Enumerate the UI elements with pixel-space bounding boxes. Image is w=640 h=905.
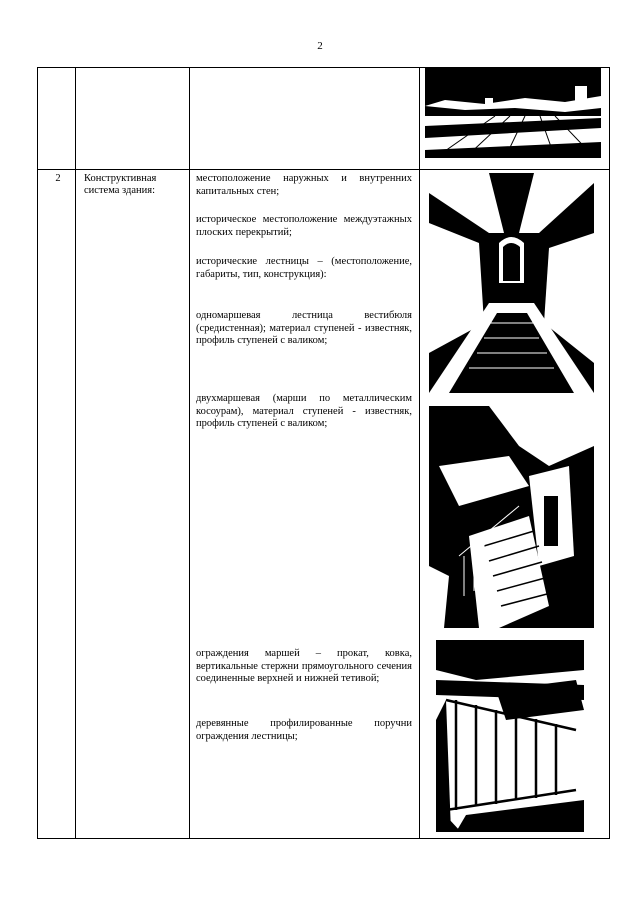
hall-interior-photo — [425, 68, 601, 158]
row-title: Конструктивная система здания: — [84, 173, 157, 196]
stair-railing-photo — [436, 640, 584, 832]
paragraph-floors: историческое местоположение междуэтажных плоских перекрытий; — [196, 214, 412, 238]
two-flight-stair-photo — [429, 406, 594, 628]
column-divider — [75, 68, 76, 838]
paragraph-handrail: деревянные профилированные поручни ограждения лестницы; — [196, 718, 412, 742]
paragraph-railing: ограждения маршей – прокат, ковка, вертикальные стержни прямоугольного сечения соединенные верхней и нижней тетивой; — [196, 648, 412, 684]
paragraph-stairs: исторические лестницы – (местоположение, габариты, тип, конструкция): — [196, 256, 412, 280]
paragraph-two-flight-stair: двухмаршевая (марши по металлическим косоурам), материал ступеней - известняк, профиль ступеней с валиком; — [196, 393, 412, 429]
row-number: 2 — [55, 173, 61, 184]
structure-table — [37, 67, 610, 839]
page-number: 2 — [317, 40, 323, 52]
vestibule-stair-photo — [429, 173, 594, 393]
paragraph-walls: местоположение наружных и внутренних капитальных стен; — [196, 173, 412, 197]
column-divider — [419, 68, 420, 838]
paragraph-vestibule-stair: одномаршевая лестница вестибюля (средистенная); материал ступеней - известняк, профиль ступеней с валиком; — [196, 310, 412, 346]
row-divider — [38, 169, 609, 170]
